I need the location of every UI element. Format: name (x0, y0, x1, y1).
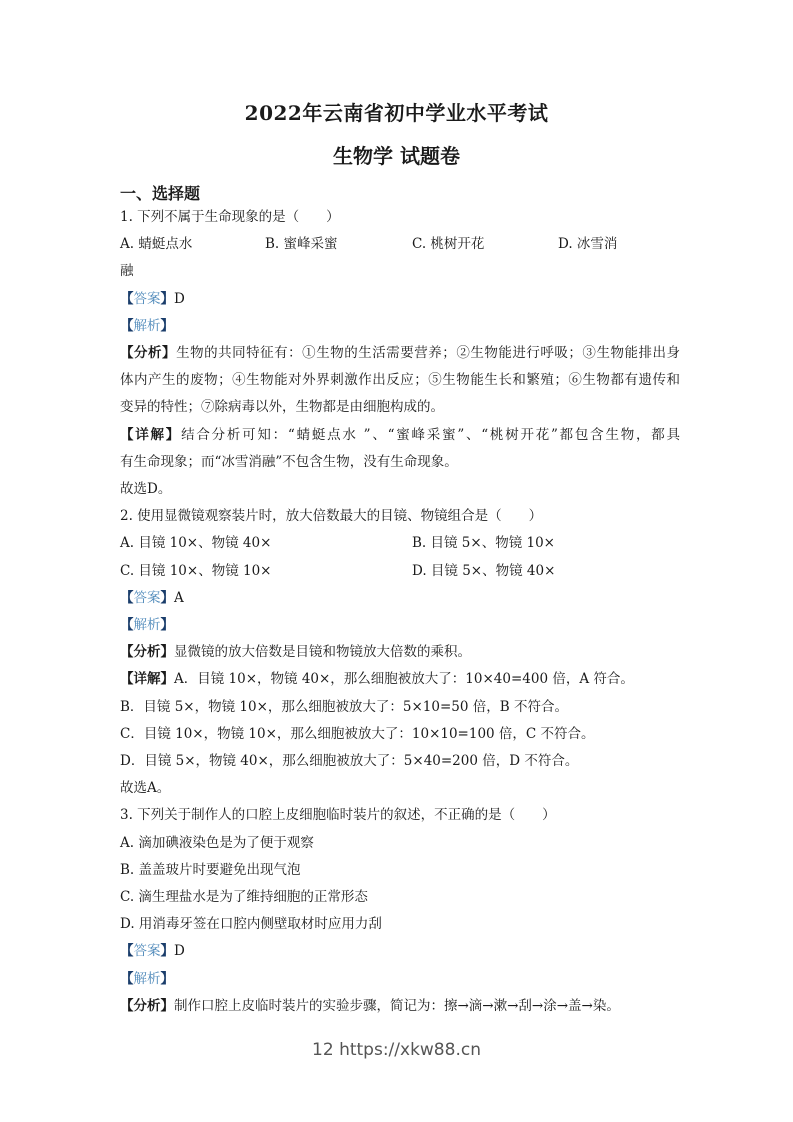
paragraph-text: 制作口腔上皮临时装片的实验步骤，简记为：擦→滴→漱→刮→涂→盖→染。 (174, 997, 620, 1014)
answer-value: D (174, 943, 185, 960)
option-B: B. 蜜峰采蜜 (265, 236, 338, 253)
text-line: D. 用消毒牙签在口腔内侧壁取材时应用力刮 (120, 916, 382, 933)
question-stem: 3. 下列关于制作人的口腔上皮细胞临时装片的叙述，不正确的是（ ） (120, 807, 556, 824)
bracket-close: 】 (165, 426, 182, 443)
bracket-close: 】 (160, 671, 174, 688)
option-A: C. 目镜 10×、物镜 10× (120, 562, 272, 579)
bracket-open: 【 (120, 644, 134, 661)
bracket-open: 【 (120, 317, 134, 334)
bracket-close: 】 (160, 943, 174, 960)
paragraph-text: 体内产生的废物；④生物能对外界刺激作出反应；⑤生物能生长和繁殖；⑥生物都有遗传和 (120, 372, 680, 389)
bracket-close: 】 (160, 970, 174, 987)
text-line: 故选D。 (120, 481, 172, 498)
options-row (120, 558, 680, 585)
option-A: A. 目镜 10×、物镜 40× (120, 535, 272, 552)
answer-value: D (174, 290, 185, 307)
answer-label: 答案 (133, 290, 161, 307)
answer-line (120, 938, 680, 965)
option-C: C. 桃树开花 (412, 236, 485, 253)
bracket-open: 【 (120, 943, 134, 960)
bracket-close: 】 (160, 290, 174, 307)
paragraph-line (120, 367, 680, 394)
bracket-close: 】 (160, 644, 174, 661)
bracket-open: 【 (120, 671, 134, 688)
question-stem: 1. 下列不属于生命现象的是（ ） (120, 209, 340, 225)
text-line: B. 盖盖玻片时要避免出现气泡 (120, 861, 301, 878)
section-heading: 一、选择题 (120, 184, 201, 203)
text-line: C．目镜 10×，物镜 10×，那么细胞被放大了：10×10=100 倍，C 不符合。 (120, 725, 595, 742)
question-stem: 2. 使用显微镜观察装片时，放大倍数最大的目镜、物镜组合是（ ） (120, 508, 543, 525)
paragraph-text: A．目镜 10×，物镜 40×，那么细胞被放大了：10×40=400 倍，A 符合。 (174, 671, 634, 688)
paragraph-text: 显微镜的放大倍数是目镜和物镜放大倍数的乘积。 (174, 644, 471, 661)
document-body (120, 204, 680, 1020)
explanation-heading (120, 966, 680, 993)
bracket-open: 【 (120, 970, 134, 987)
text-line: D．目镜 5×，物镜 40×，那么细胞被放大了：5×40=200 倍，D 不符合。 (120, 753, 579, 770)
paragraph-line (120, 449, 680, 476)
paragraph-tag: 分析 (134, 345, 163, 362)
document-title: 2022年云南省初中学业水平考试 (244, 101, 549, 125)
paragraph-line (120, 340, 680, 367)
text-line: 故选A。 (120, 780, 171, 797)
bracket-close: 】 (160, 617, 174, 634)
text-line: A. 滴加碘液染色是为了便于观察 (120, 834, 314, 851)
paragraph-line (120, 993, 680, 1020)
options-row (120, 530, 680, 557)
text-line: B．目镜 5×，物镜 10×，那么细胞被放大了：5×10=50 倍，B 不符合。 (120, 698, 568, 715)
explanation-heading (120, 313, 680, 340)
explanation-label: 解析 (133, 970, 161, 987)
paragraph-tag: 分析 (133, 997, 161, 1014)
paragraph-text: 生物的共同特征有：①生物的生活需要营养；②生物能进行呼吸；③生物能排出身 (176, 345, 681, 362)
paragraph-line (120, 639, 680, 666)
answer-label: 答案 (133, 943, 161, 960)
paragraph-tag: 详解 (133, 671, 161, 688)
option-B: D. 目镜 5×、物镜 40× (412, 562, 556, 579)
bracket-open: 【 (120, 290, 134, 307)
paragraph-line (120, 394, 680, 421)
paragraph-tag: 详解 (135, 426, 166, 443)
bracket-open: 【 (120, 426, 136, 443)
options-row (120, 231, 680, 285)
paragraph-text: 有生命现象；而“冰雪消融”不包含生物，没有生命现象。 (120, 453, 458, 470)
paragraph-line (120, 666, 680, 693)
bracket-open: 【 (120, 345, 135, 362)
text-line: C. 滴生理盐水是为了维持细胞的正常形态 (120, 889, 368, 906)
answer-label: 答案 (133, 589, 161, 606)
bracket-open: 【 (120, 589, 134, 606)
bracket-open: 【 (120, 997, 134, 1014)
document-subtitle: 生物学 试题卷 (333, 144, 460, 168)
bracket-open: 【 (120, 617, 134, 634)
option-A: A. 蜻蜓点水 (120, 236, 193, 253)
explanation-heading (120, 612, 680, 639)
page-footer: 12 https://xkw88.cn (312, 1040, 481, 1060)
answer-value: A (174, 589, 184, 606)
paragraph-text: 变异的特性；⑦除病毒以外，生物都是由细胞构成的。 (120, 399, 444, 416)
explanation-label: 解析 (133, 317, 161, 334)
bracket-close: 】 (162, 345, 177, 362)
option-D: D. 冰雪消融 (120, 236, 618, 280)
option-B: B. 目镜 5×、物镜 10× (412, 535, 555, 552)
bracket-close: 】 (160, 317, 174, 334)
answer-line (120, 286, 680, 313)
answer-line (120, 585, 680, 612)
bracket-close: 】 (160, 589, 174, 606)
explanation-label: 解析 (133, 617, 161, 634)
bracket-close: 】 (160, 997, 174, 1014)
paragraph-text: 结合分析可知：“蜻蜓点水 ”、“蜜峰采蜜”、“桃树开花”都包含生物，都具 (181, 426, 681, 443)
paragraph-line (120, 422, 680, 449)
paragraph-tag: 分析 (133, 644, 161, 661)
